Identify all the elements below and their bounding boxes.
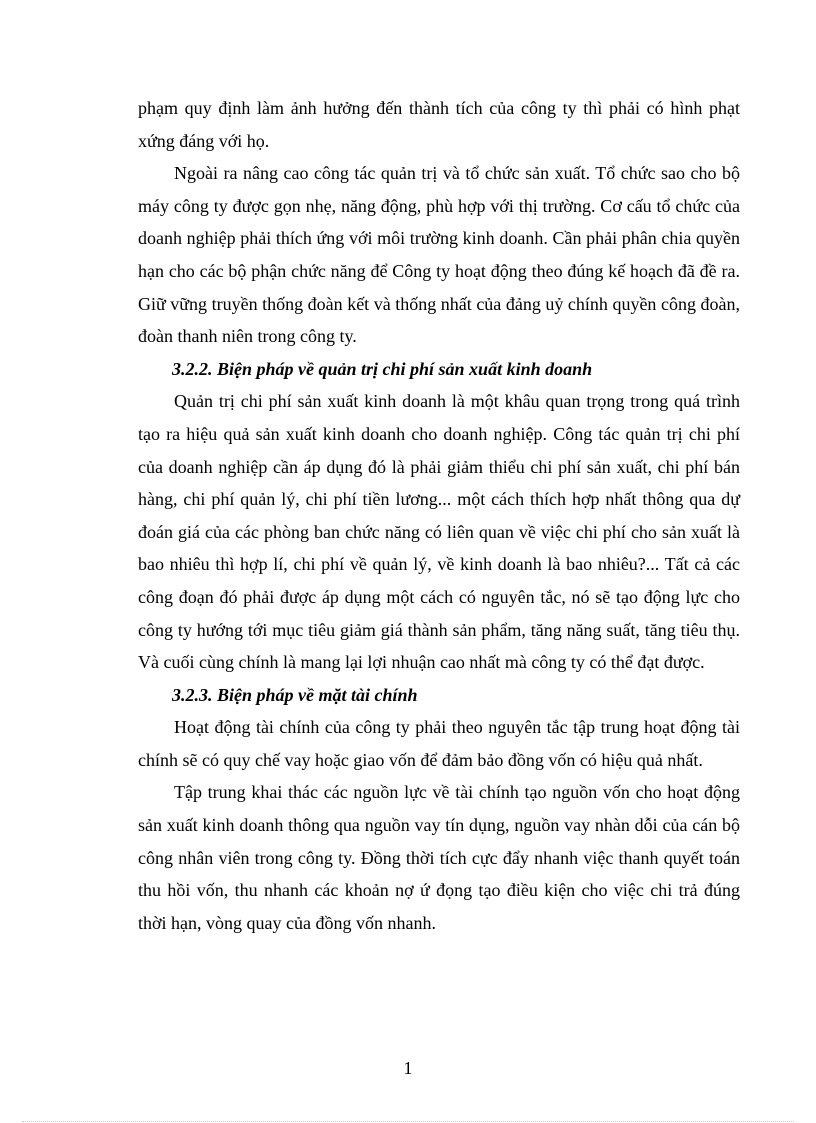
paragraph-organization: Ngoài ra nâng cao công tác quản trị và tổ chức sản xuất. Tổ chức sao cho bộ máy công ty được gọn nhẹ, năng động, phù hợp với thị trường. Cơ cấu tổ chức của doanh nghiệp phải thích ứng với môi trường kinh doanh. Cần phải phân chia quyền hạn cho các bộ phận chức năng để Công ty hoạt động theo đúng kế hoạch đã đề ra. Giữ vững truyền thống đoàn kết và thống nhất của đảng uỷ chính quyền công đoàn, đoàn thanh niên trong công ty. <box>138 163 740 347</box>
page-number: 1 <box>403 1058 413 1078</box>
page-bottom-divider <box>22 1121 794 1122</box>
paragraph-cost-management: Quản trị chi phí sản xuất kinh doanh là một khâu quan trọng trong quá trình tạo ra hiệu quả sản xuất kinh doanh cho doanh nghiệp. Công tác quản trị chi phí của doanh nghiệp cần áp dụng đó là phải giảm thiểu chi phí sản xuất, chi phí bán hàng, chi phí quản lý, chi phí tiền lương... một cách thích hợp nhất thông qua dự đoán giá của các phòng ban chức năng có liên quan về việc chi phí cho sản xuất là bao nhiêu thì hợp lí, chi phí về quản lý, về kinh doanh là bao nhiêu?... Tất cả các công đoạn đó phải được áp dụng một cách có nguyên tắc, nó sẽ tạo động lực cho công ty hướng tới mục tiêu giảm giá thành sản phẩm, tăng năng suất, tăng tiêu thụ. Và cuối cùng chính là mang lại lợi nhuận cao nhất mà công ty có thể đạt được. <box>138 391 740 673</box>
paragraph-continuation: phạm quy định làm ảnh hưởng đến thành tích của công ty thì phải có hình phạt xứng đáng với họ. <box>138 98 740 151</box>
paragraph-finance-principle: Hoạt động tài chính của công ty phải theo nguyên tắc tập trung hoạt động tài chính sẽ có quy chế vay hoặc giao vốn để đảm bảo đồng vốn có hiệu quả nhất. <box>138 717 740 770</box>
document-body <box>138 92 740 939</box>
section-heading-3-2-3: 3.2.3. Biện pháp về mặt tài chính <box>172 684 418 705</box>
section-heading-3-2-2: 3.2.2. Biện pháp về quản trị chi phí sản xuất kinh doanh <box>172 358 593 379</box>
paragraph-finance-resources: Tập trung khai thác các nguồn lực về tài chính tạo nguồn vốn cho hoạt động sản xuất kinh doanh thông qua nguồn vay tín dụng, nguồn vay nhàn dỗi của cán bộ công nhân viên trong công ty. Đồng thời tích cực đẩy nhanh việc thanh quyết toán thu hồi vốn, thu nhanh các khoản nợ ứ đọng tạo điều kiện cho việc chi trả đúng thời hạn, vòng quay của đồng vốn nhanh. <box>138 782 740 933</box>
